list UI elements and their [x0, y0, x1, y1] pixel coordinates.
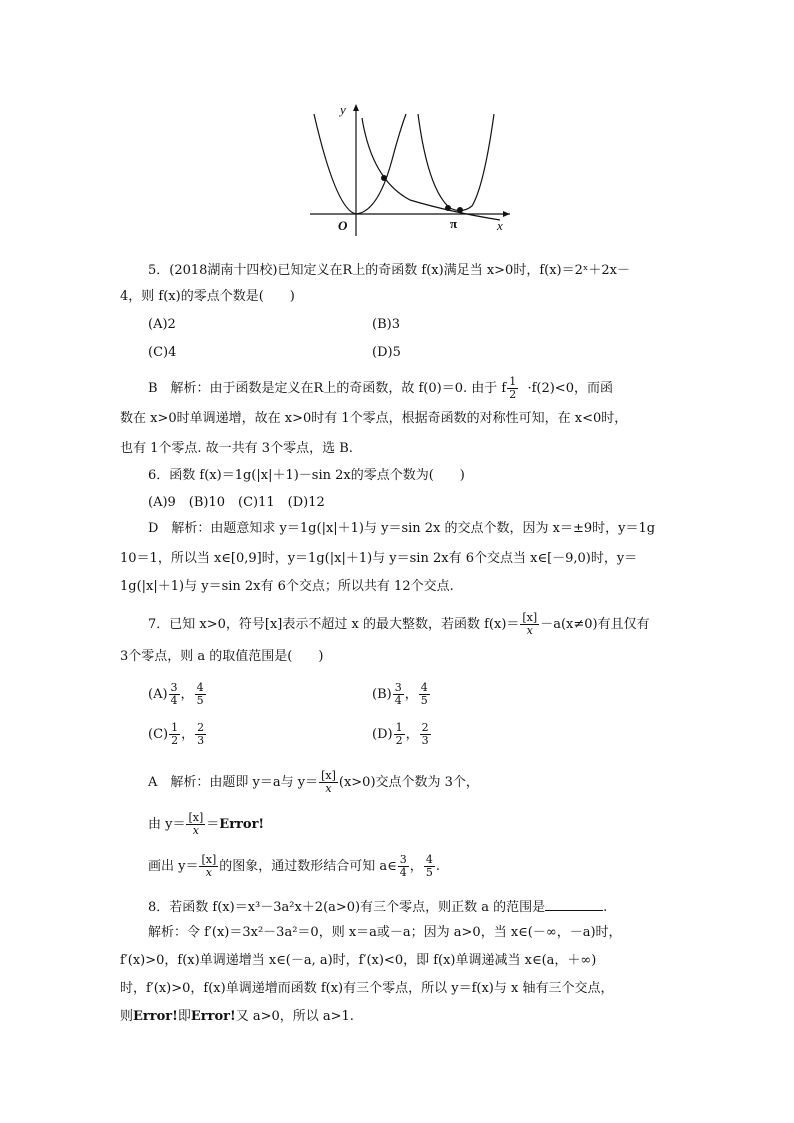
q5-frac-den: 2: [509, 388, 517, 401]
q7-d-frac-2: [420, 722, 431, 747]
q7-d-n1: 1: [395, 721, 403, 734]
q7-c-d1: 2: [171, 734, 179, 747]
q7-sol3-n1: 3: [399, 853, 407, 866]
q7-option-d: [372, 722, 432, 747]
q5-option-b: (B)3: [372, 317, 400, 332]
q7-solution-line-2: [148, 812, 264, 837]
q7-c-n1: 1: [171, 721, 179, 734]
q6-line-1: 6．函数 f(x)＝1g(|x|＋1)－sin 2x的零点个数为( ): [148, 468, 465, 483]
q8-solution-line-4: [120, 1008, 354, 1026]
q8-line-1: [148, 898, 607, 917]
q7-option-b-label: (B): [372, 687, 392, 702]
q7-a-frac-1: [169, 682, 180, 707]
q7-sol3-frac-den: x: [205, 866, 212, 879]
q7-d-d1: 2: [395, 734, 403, 747]
q7-sol3-frac-1: [398, 854, 409, 879]
curve-right-parabola: [418, 114, 494, 211]
q5-solution-line-2: 数在 x>0时单调递增，故在 x>0时有 1个零点，根据奇函数的对称性可知，在 x<0时，: [120, 411, 628, 426]
q8-sol4-text-c: 又 a>0，所以 a>1.: [235, 1009, 354, 1024]
q5-solution-text-b: ·f(2)<0，而函: [527, 381, 613, 396]
y-axis-arrow: [353, 104, 359, 111]
q7-a-d1: 4: [170, 694, 178, 707]
q7-sol3-frac-num: [x]: [201, 853, 217, 866]
q7-c-n2: 2: [197, 721, 205, 734]
q7-b-n2: 4: [420, 681, 428, 694]
q5-solution-line-3: 也有 1个零点. 故一共有 3个零点，选 B.: [120, 441, 353, 456]
y-axis-label: y: [340, 102, 346, 117]
q7-b-frac-1: [393, 682, 404, 707]
q8-solution-line-2: f′(x)>0，f(x)单调递增当 x∈(－a, a)时，f′(x)<0，即 f(x)单调递减当 x∈(a，＋∞): [120, 953, 597, 968]
q7-sol3-fraction: [199, 854, 218, 879]
q7-sol3-d1: 4: [399, 866, 407, 879]
q7-frac-num: [x]: [522, 611, 538, 624]
intersection-point-1: [381, 175, 387, 181]
q8-sol4-text-b: 即: [177, 1009, 191, 1024]
q7-a-frac-2: [195, 682, 206, 707]
q7-sol3-text-b: 的图象，通过数形结合可知 a∈: [219, 859, 397, 874]
q7-sol1-text-a: A 解析：由题即 y＝a与 y＝: [148, 775, 319, 790]
q7-sol2-fraction: [186, 812, 205, 837]
q7-sol1-text-b: (x>0)交点个数为 3个，: [338, 775, 479, 790]
q7-option-d-label: (D): [372, 727, 393, 742]
q6-solution-line-3: 1g(|x|＋1)与 y＝sin 2x有 6个交点；所以共有 12个交点.: [120, 579, 454, 594]
q5-solution-fraction: [507, 376, 518, 401]
q7-d-d2: 3: [421, 734, 429, 747]
origin-label: O: [338, 218, 348, 233]
q7-c-comma: ，: [181, 727, 195, 742]
q7-option-b: [372, 682, 431, 707]
q5-solution-line-1: [148, 376, 613, 401]
q7-option-c: [148, 722, 207, 747]
q7-b-d1: 4: [394, 694, 402, 707]
q7-option-a-label: (A): [148, 687, 168, 702]
q7-sol3-n2: 4: [425, 853, 433, 866]
pi-label: π: [450, 216, 458, 231]
q7-b-d2: 5: [420, 694, 428, 707]
q7-d-n2: 2: [421, 721, 429, 734]
q8-answer-blank[interactable]: [545, 898, 603, 911]
q7-sol1-frac-num: [x]: [321, 769, 336, 782]
q7-sol2-error: Error!: [219, 817, 265, 832]
q5-line-1: 5．(2018湖南十四校)已知定义在R上的奇函数 f(x)满足当 x>0时，f(x)＝2ˣ＋2x－: [148, 263, 631, 278]
q5-frac-num: 1: [509, 375, 517, 388]
q6-solution-line-1: D 解析：由题意知求 y＝1g(|x|＋1)与 y＝sin 2x 的交点个数，因为 x＝±9时，y＝1g: [148, 521, 656, 536]
q8-sol4-error-1: Error!: [133, 1009, 178, 1024]
q7-b-n1: 3: [394, 681, 402, 694]
q7-sol2-text-b: ＝: [206, 817, 220, 832]
q7-sol3-comma: ，: [409, 859, 423, 874]
q8-sol4-text-a: 则: [120, 1009, 134, 1024]
q7-b-comma: ，: [404, 687, 418, 702]
q7-text-a: 7．已知 x>0，符号[x]表示不超过 x 的最大整数，若函数 f(x)＝: [148, 617, 520, 632]
q7-a-n1: 3: [170, 681, 178, 694]
graph-svg: [300, 100, 520, 240]
q7-sol3-frac-2: [424, 854, 435, 879]
q7-d-frac-1: [394, 722, 405, 747]
q5-option-a: (A)2: [148, 317, 176, 332]
q7-option-c-label: (C): [148, 727, 169, 742]
q7-sol1-fraction: [319, 770, 338, 795]
q7-sol2-frac-den: x: [192, 824, 199, 837]
q7-sol3-text-a: 画出 y＝: [148, 859, 199, 874]
q8-text-b: .: [603, 900, 608, 915]
x-axis-label: x: [497, 218, 503, 233]
q7-c-frac-1: [169, 722, 180, 747]
intersection-point-3: [457, 207, 463, 213]
q8-solution-line-1: 解析：令 f′(x)＝3x²－3a²＝0，则 x＝a或－a；因为 a>0，当 x∈(－∞，－a)时，: [148, 925, 622, 940]
q7-line-1: [148, 612, 650, 637]
q7-line-2: 3个零点，则 a 的取值范围是( ): [120, 649, 324, 664]
q8-sol4-error-2: Error!: [190, 1009, 236, 1024]
q7-c-frac-2: [195, 722, 206, 747]
q7-c-d2: 3: [197, 734, 205, 747]
q7-sol3-d2: 5: [425, 866, 433, 879]
curve-decreasing: [362, 118, 500, 220]
q7-option-a: [148, 682, 207, 707]
curve-left-parabola: [314, 114, 406, 214]
q6-solution-line-2: 10＝1，所以当 x∈[0,9]时，y＝1g(|x|＋1)与 y＝sin 2x有 6个交点当 x∈[－9,0)时，y＝: [120, 551, 638, 566]
function-graph-figure: [300, 100, 520, 240]
intersection-point-2: [445, 205, 451, 211]
q7-sol2-frac-num: [x]: [188, 811, 204, 824]
q7-a-n2: 4: [196, 681, 204, 694]
q6-options: (A)9 (B)10 (C)11 (D)12: [148, 495, 325, 510]
q7-a-comma: ，: [180, 687, 194, 702]
q7-sol1-frac-den: x: [325, 782, 332, 795]
q5-option-c: (C)4: [148, 345, 177, 360]
q7-frac-den: x: [526, 624, 533, 637]
q7-solution-line-1: [148, 770, 479, 795]
q7-fraction: [520, 612, 539, 637]
q5-solution-text-a: B 解析：由于函数是定义在R上的奇函数，故 f(0)＝0. 由于 f: [148, 381, 507, 396]
q7-a-d2: 5: [196, 694, 204, 707]
q7-solution-line-3: [148, 854, 440, 879]
x-axis-arrow: [503, 211, 510, 217]
q7-sol3-period: .: [435, 859, 440, 874]
q7-d-comma: ，: [405, 727, 419, 742]
q7-text-b: －a(x≠0)有且仅有: [540, 617, 650, 632]
q8-solution-line-3: 时，f′(x)>0，f(x)单调递增而函数 f(x)有三个零点，所以 y＝f(x)与 x 轴有三个交点，: [120, 981, 614, 996]
q7-b-frac-2: [419, 682, 430, 707]
q7-sol2-text-a: 由 y＝: [148, 817, 186, 832]
q5-line-2: 4，则 f(x)的零点个数是( ): [120, 289, 295, 304]
q8-text-a: 8．若函数 f(x)＝x³－3a²x＋2(a>0)有三个零点，则正数 a 的范围是: [148, 900, 546, 915]
q5-option-d: (D)5: [372, 345, 401, 360]
